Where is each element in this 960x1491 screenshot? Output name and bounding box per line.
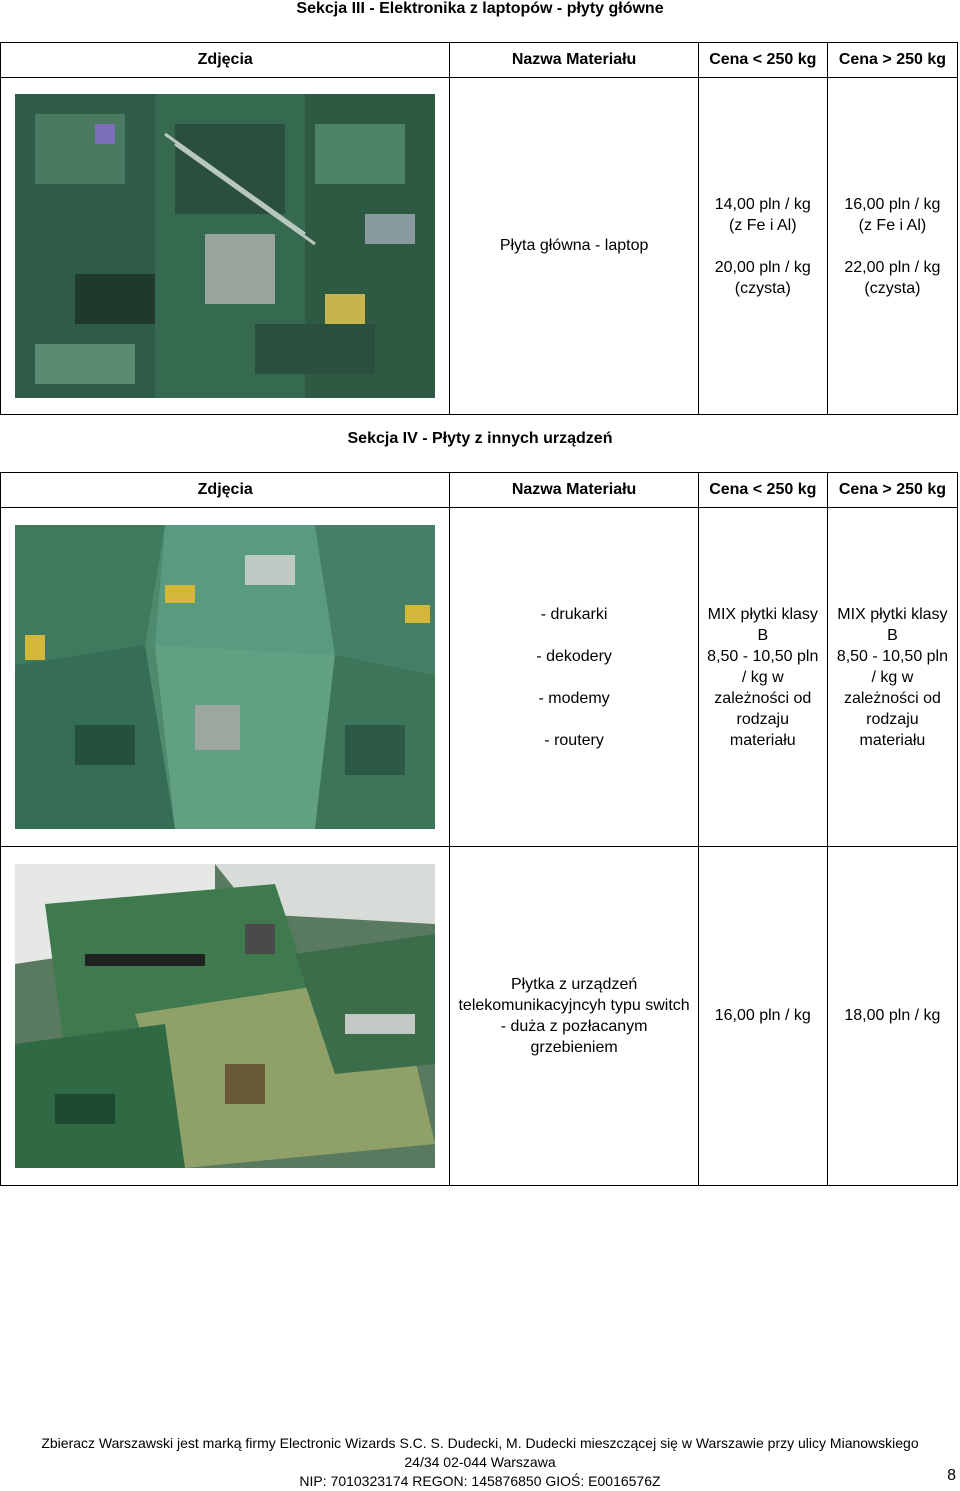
material-name-line: grzebieniem	[530, 1039, 618, 1056]
table-header-row	[1, 473, 958, 508]
photo-cell	[1, 508, 450, 847]
price-line: materiału	[859, 731, 926, 749]
footer-company-line: Zbieracz Warszawski jest marką firmy Electronic Wizards S.C. S. Dudecki, M. Dudecki mieszczącej się w Warszawie przy ulicy Mianowskiego	[41, 1435, 919, 1451]
price-low-value-clean: 20,00 pln / kg	[714, 258, 811, 276]
price-line: / kg w	[871, 668, 914, 686]
price-line: B	[887, 626, 898, 644]
header-photos: Zdjęcia	[1, 473, 450, 508]
price-line: zależności od	[843, 689, 941, 707]
price-line: 8,50 - 10,50 pln	[707, 647, 819, 665]
material-list-cell	[450, 508, 698, 847]
section-3-title: Sekcja III - Elektronika z laptopów - płyty główne	[296, 0, 664, 17]
material-name-line: - duża z pozłacanym	[500, 1018, 648, 1035]
photo-cell	[1, 847, 450, 1186]
price-below-250-cell	[698, 508, 827, 847]
footer-registration-line: NIP: 7010323174 REGON: 145876850 GIOŚ: E0016576Z	[299, 1473, 661, 1489]
price-line: rodzaju	[866, 710, 919, 728]
price-high-note-clean: (czysta)	[864, 279, 921, 297]
section-4-table	[0, 472, 958, 1186]
list-item: - modemy	[538, 689, 610, 707]
list-item: - routery	[544, 731, 604, 749]
price-above-250-cell	[827, 508, 957, 847]
telecom-boards-photo	[15, 864, 435, 1168]
table-row	[1, 847, 958, 1186]
header-photos: Zdjęcia	[1, 43, 450, 78]
price-high-value-dirty: 16,00 pln / kg	[844, 195, 941, 213]
header-price-above-250: Cena > 250 kg	[827, 473, 957, 508]
price-low-note-dirty: (z Fe i Al)	[729, 216, 797, 234]
circuit-boards-pile-photo	[15, 525, 435, 829]
price-line: MIX płytki klasy	[837, 605, 948, 623]
price-line: 8,50 - 10,50 pln	[836, 647, 949, 665]
price-high-note-dirty: (z Fe i Al)	[858, 216, 927, 234]
material-name-cell: Płyta główna - laptop	[450, 78, 698, 415]
list-item: - dekodery	[536, 647, 612, 665]
price-line: B	[757, 626, 769, 644]
section-4-title: Sekcja IV - Płyty z innych urządzeń	[347, 430, 613, 447]
price-line: / kg w	[741, 668, 784, 686]
price-line: zależności od	[714, 689, 812, 707]
page-number: 8	[947, 1467, 956, 1484]
price-above-250-cell: 18,00 pln / kg	[827, 847, 957, 1186]
laptop-motherboard-photo	[15, 94, 435, 398]
footer	[0, 1434, 960, 1491]
footer-address-line: 24/34 02-044 Warszawa	[404, 1454, 556, 1470]
price-line: materiału	[729, 731, 796, 749]
header-price-below-250: Cena < 250 kg	[698, 473, 827, 508]
price-above-250-cell	[827, 78, 957, 415]
header-price-above-250: Cena > 250 kg	[827, 43, 957, 78]
price-low-note-clean: (czysta)	[734, 279, 791, 297]
header-material-name: Nazwa Materiału	[450, 473, 698, 508]
header-material-name: Nazwa Materiału	[450, 43, 698, 78]
table-row	[1, 78, 958, 415]
material-name-cell	[450, 847, 698, 1186]
price-below-250-cell	[698, 78, 827, 415]
price-low-value-dirty: 14,00 pln / kg	[714, 195, 811, 213]
list-item: - drukarki	[540, 605, 608, 623]
header-price-below-250: Cena < 250 kg	[698, 43, 827, 78]
material-name-line: Płytka z urządzeń	[510, 976, 638, 993]
price-high-value-clean: 22,00 pln / kg	[844, 258, 941, 276]
photo-cell	[1, 78, 450, 415]
price-below-250-cell: 16,00 pln / kg	[698, 847, 827, 1186]
price-line: MIX płytki klasy	[707, 605, 818, 623]
price-line: rodzaju	[736, 710, 790, 728]
table-row	[1, 508, 958, 847]
section-3-table	[0, 42, 958, 415]
table-header-row	[1, 43, 958, 78]
material-name-line: telekomunikacyjncyh typu switch	[458, 997, 690, 1014]
